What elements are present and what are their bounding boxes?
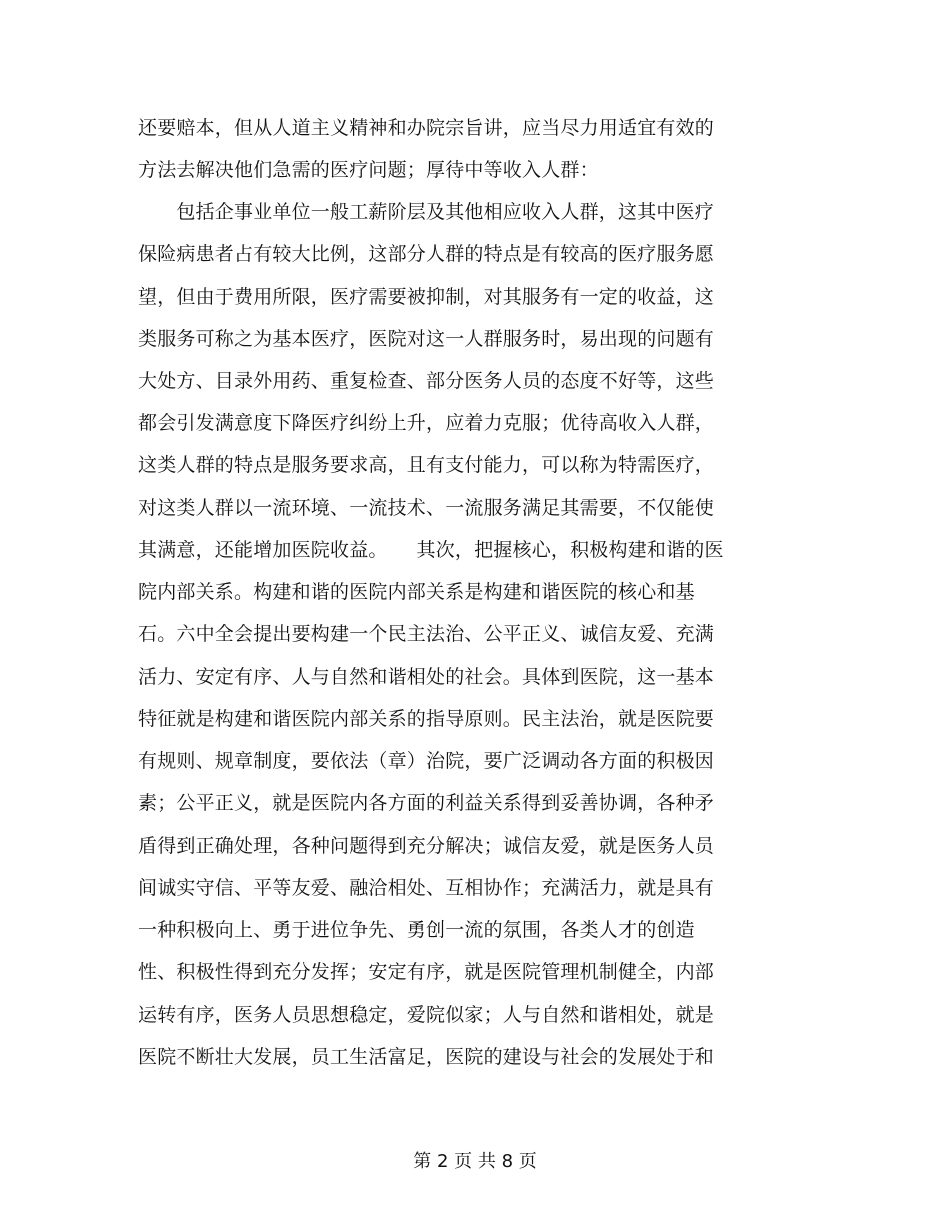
text-line-16: 有规则、规章制度，要依法（章）治院，要广泛调动各方面的积极因 (138, 750, 715, 772)
text-line-5: 望，但由于费用所限，医疗需要被抑制，对其服务有一定的收益，这 (138, 286, 715, 308)
page-number-footer: 第 2 页 共 8 页 (413, 1151, 537, 1172)
text-line-1: 还要赔本，但从人道主义精神和办院宗旨讲，应当尽力用适宜有效的 (138, 117, 715, 139)
text-line-19: 间诚实守信、平等友爱、融洽相处、互相协作；充满活力，就是具有 (138, 877, 715, 899)
text-line-21: 性、积极性得到充分发挥；安定有序，就是医院管理机制健全，内部 (138, 961, 715, 983)
text-line-15: 特征就是构建和谐医院内部关系的指导原则。民主法治，就是医院要 (138, 708, 715, 730)
text-line-2: 方法去解决他们急需的医疗问题；厚待中等收入人群： (138, 159, 599, 181)
text-line-17: 素；公平正义，就是医院内各方面的利益关系得到妥善协调，各种矛 (138, 792, 715, 814)
text-line-4: 保险病患者占有较大比例，这部分人群的特点是有较高的医疗服务愿 (138, 243, 715, 265)
text-line-13: 石。六中全会提出要构建一个民主法治、公平正义、诚信友爱、充满 (138, 623, 715, 645)
text-line-3: 包括企事业单位一般工薪阶层及其他相应收入人群，这其中医疗 (138, 201, 715, 223)
text-line-12: 院内部关系。构建和谐的医院内部关系是构建和谐医院的核心和基 (138, 581, 695, 603)
text-line-8: 都会引发满意度下降医疗纠纷上升，应着力克服；优待高收入人群， (138, 412, 715, 434)
text-line-11: 其满意，还能增加医院收益。 其次，把握核心，积极构建和谐的医 (138, 539, 724, 561)
text-line-20: 一种积极向上、勇于进位争先、勇创一流的氛围，各类人才的创造 (138, 919, 695, 941)
text-line-7: 大处方、目录外用药、重复检查、部分医务人员的态度不好等，这些 (138, 370, 715, 392)
text-line-9: 这类人群的特点是服务要求高，且有支付能力，可以称为特需医疗， (138, 454, 715, 476)
text-line-10: 对这类人群以一流环境、一流技术、一流服务满足其需要，不仅能使 (138, 497, 715, 519)
text-line-14: 活力、安定有序、人与自然和谐相处的社会。具体到医院，这一基本 (138, 666, 715, 688)
text-line-22: 运转有序，医务人员思想稳定，爱院似家；人与自然和谐相处，就是 (138, 1004, 715, 1026)
text-line-6: 类服务可称之为基本医疗，医院对这一人群服务时，易出现的问题有 (138, 328, 715, 350)
text-line-23: 医院不断壮大发展，员工生活富足，医院的建设与社会的发展处于和 (138, 1046, 715, 1068)
text-line-18: 盾得到正确处理，各种问题得到充分解决；诚信友爱，就是医务人员 (138, 835, 715, 857)
